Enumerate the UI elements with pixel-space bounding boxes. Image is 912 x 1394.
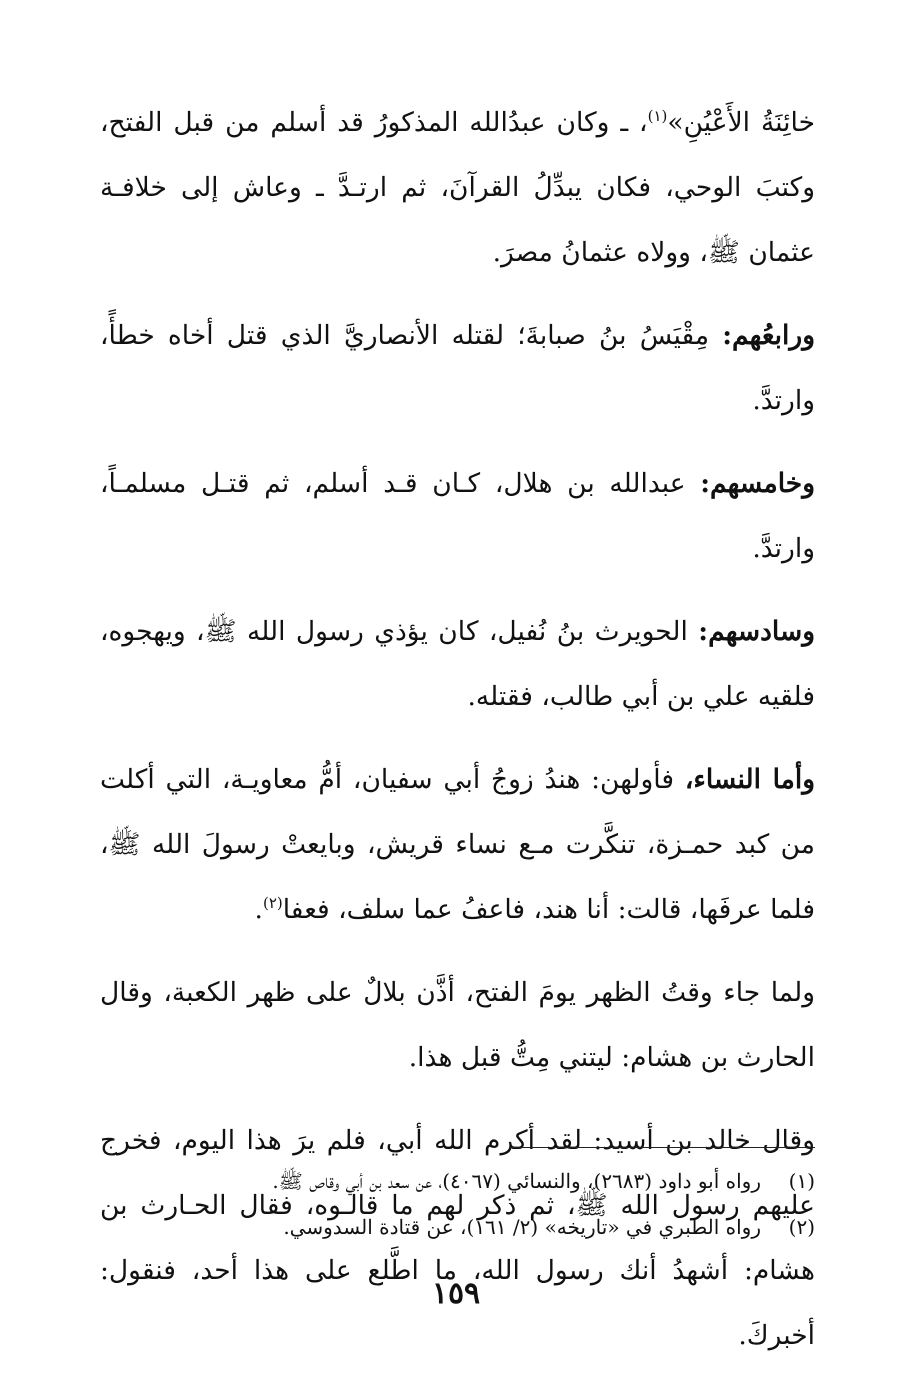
- paragraph-text-cont: .: [254, 894, 263, 925]
- paragraph-3: [100, 451, 815, 581]
- paragraph-lead: وسادسهم:: [698, 616, 815, 647]
- paragraph-1: [100, 90, 815, 285]
- paragraph-lead: وخامسهم:: [700, 468, 815, 499]
- footnote-2: [100, 1204, 815, 1250]
- footnotes: [100, 1158, 815, 1250]
- footnote-ref-2: (٢): [262, 894, 283, 913]
- footnote-number: (٢): [788, 1215, 815, 1239]
- paragraph-text-cont: ، ـ وكان عبدُالله المذكورُ قد أسلم من قبل الفتح، وكتبَ الوحي، فكان يبدِّلُ القرآنَ، ثم ارتـدَّ ـ وعاش إلى خلافـة عثمان ﷺ، وولاه عثمانُ مصرَ.: [100, 107, 815, 268]
- paragraph-text: فأولهن: هندُ زوجُ أبي سفيان، أمُّ معاويـة، التي أكلت من كبد حمـزة، تنكَّرت مـع نساء قريش، وبايعتْ رسولَ الله ﷺ، فلما عرفَها، قالت: أنا هند، فاعفُ عما سلف، فعفا: [100, 764, 815, 925]
- paragraph-5: [100, 747, 815, 942]
- footnote-1: [100, 1158, 815, 1204]
- page-number: ١٥٩: [431, 1276, 481, 1311]
- footnote-text: رواه أبو داود (٢٦٨٣)، والنسائي (٤٠٦٧)، عن سعد بن أبي وقاص ﷺ.: [272, 1169, 761, 1193]
- paragraph-text: خائِنَةُ الأَعْيُنِ»: [667, 107, 815, 138]
- paragraph-6: [100, 960, 815, 1090]
- footnote-ref-1: (١): [647, 107, 668, 126]
- paragraph-text: الحويرث بنُ نُفيل، كان يؤذي رسول الله ﷺ، ويهجوه، فلقيه علي بن أبي طالب، فقتله.: [100, 616, 815, 712]
- paragraph-lead: وأما النساء،: [684, 764, 815, 795]
- paragraph-text: عبدالله بن هلال، كـان قـد أسلم، ثم قتـل مسلمـاً، وارتدَّ.: [100, 468, 815, 564]
- paragraph-4: [100, 599, 815, 729]
- paragraph-text: وقال خالد بن أسيد: لقد أكرم الله أبي، فلم يرَ هذا اليوم، فخرج عليهم رسول الله ﷺ، ثم ذكر لهم ما قالـوه، فقال الحـارث بن هشام: أشهدُ أنك رسول الله، ما اطَّلع على هذا أحد، فنقول: أخبركَ.: [100, 1125, 815, 1351]
- paragraph-2: [100, 303, 815, 433]
- footnote-number: (١): [788, 1169, 815, 1193]
- paragraph-lead: ورابعُهم:: [722, 320, 815, 351]
- footnote-divider: [510, 1147, 815, 1148]
- footnote-text: رواه الطبري في «تاريخه» (٢/ ١٦١)، عن قتادة السدوسي.: [283, 1215, 761, 1239]
- paragraph-text: مِقْيَسُ بنُ صبابةَ؛ لقتله الأنصاريَّ الذي قتل أخاه خطأً، وارتدَّ.: [100, 320, 815, 416]
- paragraph-text: ولما جاء وقتُ الظهر يومَ الفتح، أذَّن بلالٌ على ظهر الكعبة، وقال الحارث بن هشام: ليتني مِتُّ قبل هذا.: [100, 977, 815, 1073]
